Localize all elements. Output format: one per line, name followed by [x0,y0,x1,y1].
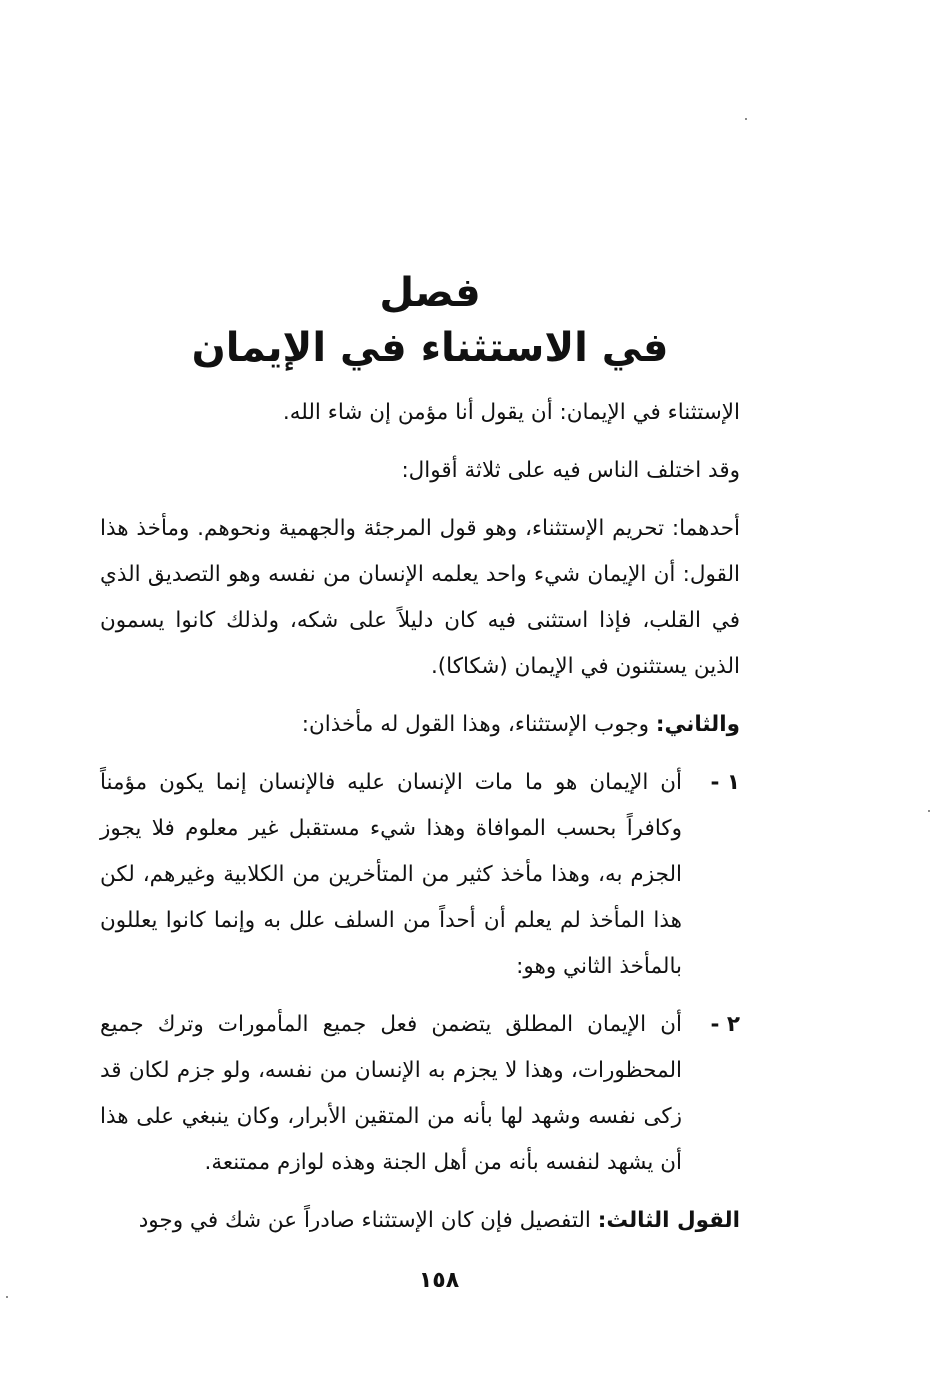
chapter-title: فصل [379,270,481,316]
paragraph-first-opinion: أحدهما: تحريم الإستثناء، وهو قول المرجئة والجهمية ونحوهم. ومأخذ هذا القول: أن الإيمان شيء واحد يعلمه الإنسان من نفسه وهو التصديق الذي في القلب، فإذا استثنى فيه كان دليلاً على شكه، ولذلك كانوا يسمون الذين يستثنون في الإيمان (شكاكا). [100,516,740,679]
chapter-subtitle: في الاستثناء في الإيمان [191,325,669,371]
scan-speck [928,810,930,812]
second-opinion-lead: والثاني: [655,712,740,737]
page-body [100,390,740,1244]
paragraph-definition: الإستثناء في الإيمان: أن يقول أنا مؤمن إن شاء الله. [282,400,740,425]
third-opinion-text: التفصيل فإن كان الإستثناء صادراً عن شك في وجود [138,1208,598,1233]
list-item [100,760,740,990]
list-item-text: أن الإيمان المطلق يتضمن فعل جميع المأمورات وترك جميع المحظورات، وهذا لا يجزم به الإنسان من نفسه، ولو جزم لكان قد زكى نفسه وشهد لها بأنه من المتقين الأبرار، وكان ينبغي على هذا أن يشهد لنفسه بأنه من أهل الجنة وهذه لوازم ممتنعة. [100,1012,682,1175]
page-number: ١٥٨ [418,1268,460,1293]
scan-speck [745,118,747,120]
scan-speck [6,1296,8,1298]
list-item-number: ٢ - [710,1012,740,1037]
paragraph-second-opinion [100,702,740,748]
paragraph-third-opinion [100,1198,740,1244]
paragraph-intro: وقد اختلف الناس فيه على ثلاثة أقوال: [401,458,740,483]
third-opinion-lead: القول الثالث: [597,1208,740,1233]
list-item-number: ١ - [710,770,740,795]
second-opinion-text: وجوب الإستثناء، وهذا القول له مأخذان: [301,712,656,737]
list-item-text: أن الإيمان هو ما مات الإنسان عليه فالإنسان إنما يكون مؤمناً وكافراً بحسب الموافاة وهذا شيء مستقبل غير معلوم فلا يجوز الجزم به، وهذا مأخذ كثير من المتأخرين من الكلابية وغيرهم، لكن هذا المأخذ لم يعلم أن أحداً من السلف علل به وإنما كانوا يعللون بالمأخذ الثاني وهو: [100,770,682,979]
list-item [100,1002,740,1186]
